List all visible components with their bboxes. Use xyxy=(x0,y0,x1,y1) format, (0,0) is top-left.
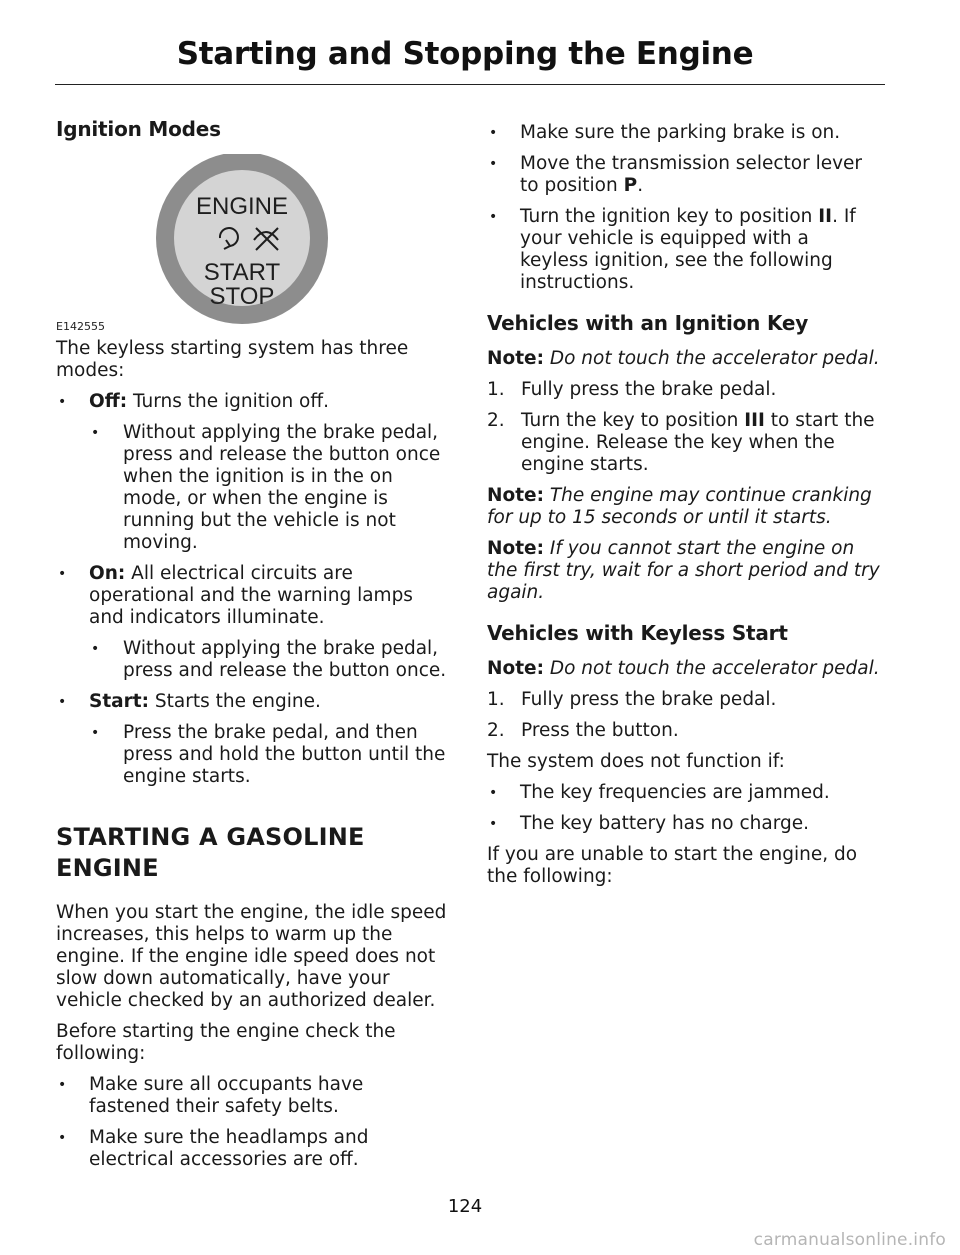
mode-off-subitem: • Without applying the brake pedal, press and release the button once when the ignition is in the on mode, or when the engine is running but the vehicle is not moving. xyxy=(56,422,448,554)
check-item-transmission-text: Move the transmission selector lever to position xyxy=(520,153,863,196)
figure-stop-label: STOP xyxy=(209,283,275,310)
check-item-ignition-end: . If your vehicle is equipped with a keyless ignition, see the following instructions. xyxy=(520,206,856,293)
start-stop-button-illustration xyxy=(56,154,448,324)
mode-start-text: Starts the engine. xyxy=(149,691,321,712)
mode-on-subitem: • Without applying the brake pedal, press and release the button once. xyxy=(56,638,448,682)
idle-speed-paragraph: When you start the engine, the idle speed increases, this helps to warm up the engine. If the engine idle speed does not slow down automatically, have your vehicle checked by an authorized dealer. xyxy=(56,902,447,1011)
check-item-transmission-end: . xyxy=(637,175,644,196)
note-label: Note: xyxy=(487,485,544,506)
fail-item-battery: • The key battery has no charge. xyxy=(487,813,882,835)
position-iii: III xyxy=(744,410,765,431)
key-step-1 xyxy=(487,379,882,401)
check-item-parking-brake: • Make sure the parking brake is on. xyxy=(487,122,882,144)
page-title: Starting and Stopping the Engine xyxy=(176,36,754,72)
keyless-intro: The keyless starting system has three modes: xyxy=(56,338,409,381)
keyless-step-1 xyxy=(487,689,882,711)
mode-start-subitem: • Press the brake pedal, and then press and hold the button until the engine starts. xyxy=(56,722,448,788)
keyless-note xyxy=(487,658,882,680)
check-item-safety-belts: • Make sure all occupants have fastened their safety belts. xyxy=(56,1074,448,1118)
check-item-headlamps: • Make sure the headlamps and electrical accessories are off. xyxy=(56,1127,448,1171)
cranking-note-text: The engine may continue cranking for up to 15 seconds or until it starts. xyxy=(487,485,872,528)
note-label: Note: xyxy=(487,538,544,559)
mode-off-text: Turns the ignition off. xyxy=(127,391,329,412)
ignition-modes-heading: Ignition Modes xyxy=(56,117,221,141)
check-item-ignition xyxy=(487,206,882,294)
step-number: 2. xyxy=(487,720,505,741)
figure-engine-label: ENGINE xyxy=(195,193,289,220)
check-item-transmission xyxy=(487,153,882,197)
figure-code: E142555 xyxy=(56,320,105,333)
step-text: Turn the key to position xyxy=(521,410,745,431)
ignition-key-heading: Vehicles with an Ignition Key xyxy=(487,311,809,335)
retry-note-text: If you cannot start the engine on the first try, wait for a short period and try again. xyxy=(487,538,880,603)
section-heading: STARTING A GASOLINE ENGINE xyxy=(56,823,365,882)
fallback-paragraph: If you are unable to start the engine, do the following: xyxy=(487,844,858,887)
mode-off-term: Off: xyxy=(89,391,128,412)
watermark: carmanualsonline.info xyxy=(753,1230,946,1250)
retry-note xyxy=(487,538,882,604)
step-number: 1. xyxy=(487,379,505,400)
mode-start-term: Start: xyxy=(89,691,150,712)
keyless-note-text: Do not touch the accelerator pedal. xyxy=(543,658,880,679)
pre-start-paragraph: Before starting the engine check the following: xyxy=(56,1021,396,1064)
step-text: Press the button. xyxy=(521,720,679,741)
mode-on-item xyxy=(56,563,448,629)
key-step-2 xyxy=(487,410,882,476)
step-text: Fully press the brake pedal. xyxy=(521,689,777,710)
step-text-end: to start the engine. Release the key when the engine starts. xyxy=(521,410,875,475)
fail-intro: The system does not function if: xyxy=(487,751,785,772)
engine-start-stop-button-figure xyxy=(56,154,448,333)
position-p: P xyxy=(623,175,638,196)
position-ii: II xyxy=(818,206,833,227)
step-number: 2. xyxy=(487,410,505,431)
cranking-note xyxy=(487,485,882,529)
key-note xyxy=(487,348,882,370)
mode-on-text: All electrical circuits are operational and the warning lamps and indicators illuminate. xyxy=(89,563,413,628)
right-column xyxy=(487,122,882,897)
mode-off-item xyxy=(56,391,448,413)
note-label: Note: xyxy=(487,658,544,679)
check-item-ignition-text: Turn the ignition key to position xyxy=(520,206,819,227)
keyless-start-heading: Vehicles with Keyless Start xyxy=(487,621,788,645)
header-divider xyxy=(55,84,885,85)
key-note-text: Do not touch the accelerator pedal. xyxy=(543,348,880,369)
fail-item-frequencies: • The key frequencies are jammed. xyxy=(487,782,882,804)
figure-start-label: START xyxy=(203,259,281,286)
step-text: Fully press the brake pedal. xyxy=(521,379,777,400)
mode-start-item xyxy=(56,691,448,713)
step-number: 1. xyxy=(487,689,505,710)
page-number: 124 xyxy=(447,1196,483,1217)
note-label: Note: xyxy=(487,348,544,369)
left-column xyxy=(56,118,448,1180)
mode-on-term: On: xyxy=(89,563,126,584)
keyless-step-2 xyxy=(487,720,882,742)
